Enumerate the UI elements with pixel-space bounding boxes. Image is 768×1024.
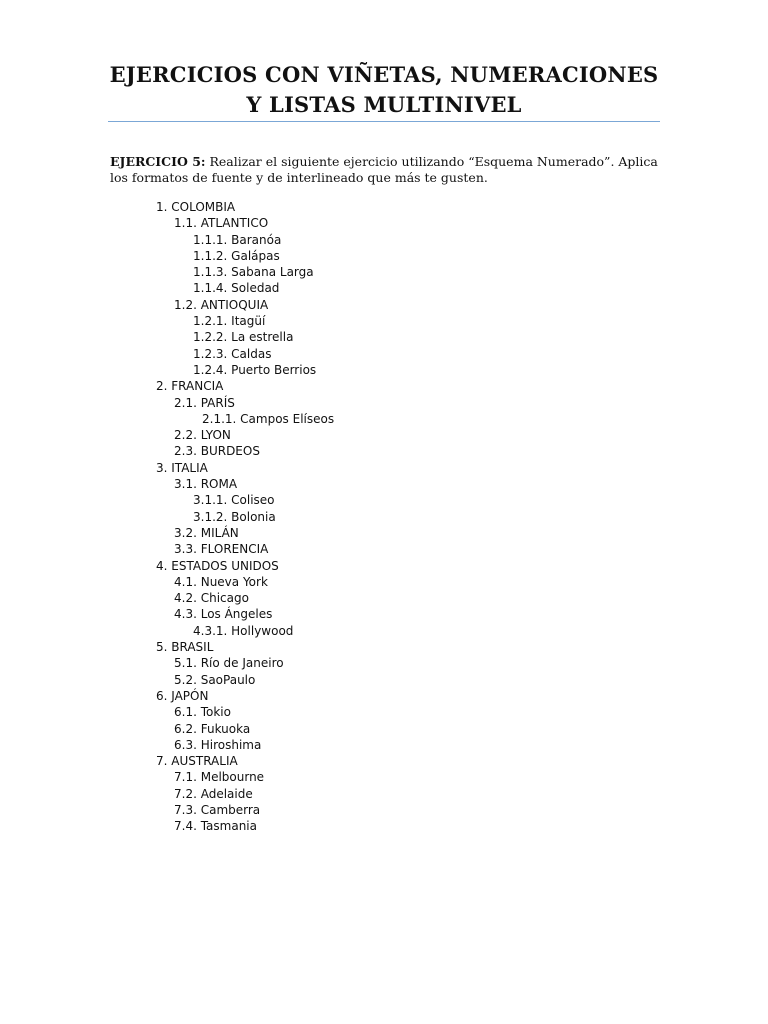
- outline-item-level-1: 3. ITALIA: [156, 460, 208, 475]
- outline-item-level-2: 7.3. Camberra: [174, 802, 261, 817]
- outline-item-level-2: 2.3. BURDEOS: [174, 444, 260, 459]
- outline-item-level-2: 7.1. Melbourne: [174, 770, 265, 785]
- outline-item-level-2: 4.2. Chicago: [174, 591, 249, 606]
- outline-item-level-3: 1.1.4. Soledad: [193, 281, 280, 296]
- outline-item-level-3: 3.1.2. Bolonia: [193, 509, 276, 524]
- outline-item-level-2: 6.1. Tokio: [174, 705, 231, 720]
- outline-item-level-3: 2.1.1. Campos Elíseos: [202, 411, 335, 426]
- outline-item-level-3: 1.2.2. La estrella: [193, 330, 294, 345]
- outline-item-level-2: 2.1. PARÍS: [174, 395, 235, 410]
- outline-item-level-3: 1.1.2. Galápas: [193, 248, 280, 263]
- outline-item-level-2: 6.3. Hiroshima: [174, 737, 262, 752]
- outline-item-level-3: 1.1.3. Sabana Larga: [193, 265, 314, 280]
- outline-item-level-2: 3.2. MILÁN: [174, 525, 239, 540]
- exercise-text: Realizar el siguiente ejercicio utilizando “Esquema Numerado”. Aplica los formatos de fuente y de interlineado que más te gusten.: [110, 154, 658, 185]
- outline-item-level-3: 4.3.1. Hollywood: [193, 623, 294, 638]
- outline-item-level-1: 4. ESTADOS UNIDOS: [156, 558, 279, 573]
- outline-item-level-2: 7.4. Tasmania: [174, 819, 257, 834]
- outline-item-level-3: 3.1.1. Coliseo: [193, 493, 275, 508]
- outline-item-level-2: 2.2. LYON: [174, 428, 231, 443]
- title-underline: [108, 121, 660, 122]
- exercise-label: EJERCICIO 5:: [110, 154, 206, 169]
- outline-item-level-1: 1. COLOMBIA: [156, 200, 236, 214]
- outline-item-level-1: 6. JAPÓN: [156, 688, 209, 703]
- outline-item-level-2: 5.2. SaoPaulo: [174, 672, 256, 687]
- outline-item-level-2: 5.1. Río de Janeiro: [174, 656, 284, 671]
- numbered-outline: [0, 199, 768, 835]
- outline-item-level-2: 7.2. Adelaide: [174, 786, 253, 801]
- outline-item-level-1: 2. FRANCIA: [156, 379, 224, 394]
- outline-item-level-3: 1.2.1. Itagüí: [193, 314, 266, 329]
- outline-item-level-2: 1.2. ANTIOQUIA: [174, 297, 269, 312]
- outline-item-level-1: 5. BRASIL: [156, 640, 214, 655]
- outline-item-level-2: 3.3. FLORENCIA: [174, 542, 269, 557]
- outline-item-level-2: 4.1. Nueva York: [174, 574, 268, 589]
- outline-item-level-3: 1.2.4. Puerto Berrios: [193, 362, 317, 377]
- outline-item-level-2: 1.1. ATLANTICO: [174, 216, 269, 231]
- outline-item-level-3: 1.2.3. Caldas: [193, 346, 272, 361]
- outline-item-level-3: 1.1.1. Baranóa: [193, 232, 282, 247]
- outline-item-level-1: 7. AUSTRALIA: [156, 754, 238, 769]
- outline-item-level-2: 3.1. ROMA: [174, 477, 238, 492]
- outline-item-level-2: 6.2. Fukuoka: [174, 721, 251, 736]
- outline-item-level-2: 4.3. Los Ángeles: [174, 607, 273, 622]
- document-title: EJERCICIOS CON VIÑETAS, NUMERACIONES Y LISTAS MULTINIVEL: [109, 62, 659, 117]
- exercise-instructions: [110, 154, 670, 186]
